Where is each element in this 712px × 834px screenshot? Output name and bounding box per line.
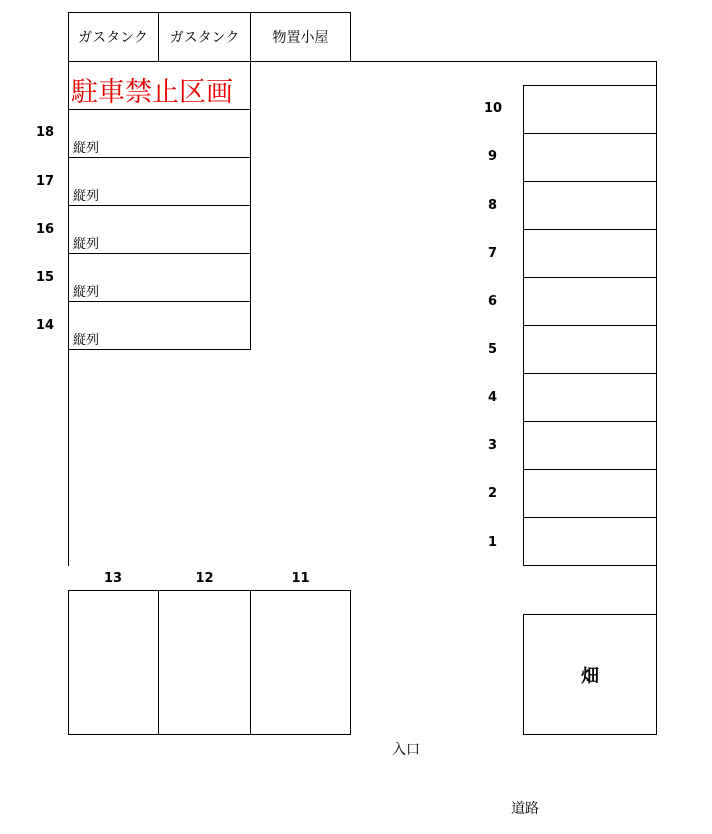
right-space-line bbox=[523, 277, 657, 278]
space-number-15: 15 bbox=[36, 270, 55, 285]
field-label: 畑 bbox=[581, 666, 599, 687]
road-label: 道路 bbox=[511, 801, 539, 817]
left-outer-wall bbox=[68, 12, 69, 566]
top-boxes-top-border bbox=[68, 12, 351, 13]
shed-right-border bbox=[350, 12, 351, 61]
right-space-line bbox=[523, 469, 657, 470]
space-number-17: 17 bbox=[36, 174, 55, 189]
parallel-label-15: 縦列 bbox=[73, 285, 100, 300]
parallel-label-17: 縦列 bbox=[73, 189, 100, 204]
parallel-label-18: 縦列 bbox=[73, 141, 100, 156]
left-space-line bbox=[68, 253, 251, 254]
bottom-row-top-border bbox=[68, 590, 351, 591]
space-number-3: 3 bbox=[488, 438, 498, 453]
storage-shed: 物置小屋 bbox=[272, 30, 329, 46]
space-number-5: 5 bbox=[488, 342, 498, 357]
parallel-label-14: 縦列 bbox=[73, 333, 100, 348]
entrance-label: 入口 bbox=[392, 742, 420, 758]
bottom-row-bottom-border bbox=[68, 734, 351, 735]
space-number-8: 8 bbox=[488, 198, 498, 213]
space-number-7: 7 bbox=[488, 246, 498, 261]
space-number-16: 16 bbox=[36, 222, 55, 237]
right-space-line bbox=[523, 229, 657, 230]
right-space-line bbox=[523, 373, 657, 374]
right-space-line bbox=[523, 133, 657, 134]
upper-boundary-line bbox=[68, 61, 657, 62]
left-space-line bbox=[68, 157, 251, 158]
right-space-line bbox=[523, 181, 657, 182]
right-space-line bbox=[523, 517, 657, 518]
left-space-line bbox=[68, 349, 251, 350]
space-number-11: 11 bbox=[291, 571, 310, 586]
right-space-line bbox=[523, 85, 657, 86]
no-parking-zone: 駐車禁止区画 bbox=[71, 77, 233, 108]
space-number-2: 2 bbox=[488, 486, 498, 501]
space-number-9: 9 bbox=[488, 149, 498, 164]
gas-tank-1: ガスタンク bbox=[78, 30, 148, 46]
bottom-row-divider bbox=[350, 590, 351, 735]
space-number-13: 13 bbox=[103, 571, 123, 586]
bottom-row-divider bbox=[68, 590, 69, 735]
bottom-row-divider bbox=[250, 590, 251, 735]
left-space-line bbox=[68, 205, 251, 206]
right-space-line bbox=[523, 421, 657, 422]
left-space-line bbox=[68, 109, 251, 110]
space-number-14: 14 bbox=[36, 318, 55, 333]
parallel-label-16: 縦列 bbox=[73, 237, 100, 252]
space-number-10: 10 bbox=[484, 101, 503, 116]
left-space-line bbox=[68, 301, 251, 302]
right-space-line bbox=[523, 325, 657, 326]
field-bottom-border bbox=[523, 734, 657, 735]
right-outer-wall bbox=[656, 61, 657, 614]
space-number-18: 18 bbox=[36, 125, 55, 140]
bottom-row-divider bbox=[158, 590, 159, 735]
space-number-12: 12 bbox=[195, 571, 214, 586]
left-column-right-border bbox=[250, 12, 251, 350]
field-top-border bbox=[523, 614, 657, 615]
space-number-4: 4 bbox=[488, 390, 498, 405]
space-number-1: 1 bbox=[488, 535, 498, 550]
space-number-6: 6 bbox=[488, 294, 498, 309]
right-space-line bbox=[523, 565, 657, 566]
gas-tank-2: ガスタンク bbox=[169, 30, 240, 46]
